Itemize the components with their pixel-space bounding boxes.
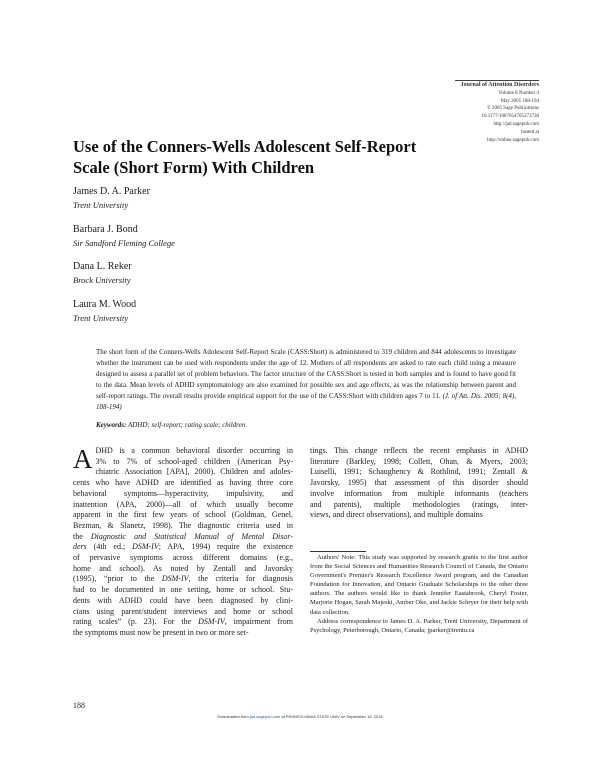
- author-list: [73, 185, 373, 335]
- title-line: Scale (Short Form) With Children: [73, 158, 315, 177]
- download-notice: [0, 714, 600, 719]
- author-block: [73, 298, 373, 324]
- author-name: Laura M. Wood: [73, 298, 137, 310]
- author-name: Barbara J. Bond: [73, 223, 138, 235]
- download-link[interactable]: jad.sagepub.com: [249, 714, 281, 719]
- article-title: [73, 136, 463, 178]
- hosted-at-label: hosted at: [521, 129, 539, 135]
- body-line: and parents), multiple methodologies (ratings, inter-: [310, 499, 528, 509]
- body-line: tings. This change reflects the recent emphasis in ADHD: [310, 446, 528, 455]
- body-line: apparent in the first few years of school (Goldman, Genel,: [73, 510, 293, 520]
- author-block: [73, 260, 373, 286]
- body-left-lines: [73, 446, 293, 639]
- body-line: literature (Barkley, 1998; Collett, Ohan, & Myers, 2003;: [310, 456, 528, 466]
- author-name: James D. A. Parker: [73, 186, 150, 197]
- body-line: had to be documented in one setting, home or school. Stu-: [73, 585, 293, 595]
- footnote-rule: [310, 551, 366, 552]
- abstract: [96, 347, 516, 413]
- page-number: 188: [73, 701, 85, 710]
- keywords: [96, 420, 516, 431]
- body-line: cians using parent/student interviews and home or school: [73, 606, 293, 616]
- author-affiliation: Sir Sandford Fleming College: [73, 237, 175, 248]
- journal-doi: 10.1177/1087054705273730: [481, 114, 539, 120]
- body-line: the symptoms must now be present in two or more set-: [73, 627, 249, 637]
- drop-cap: A: [73, 444, 93, 474]
- body-line: dents with ADHD could have been diagnosed by clini-: [73, 595, 293, 605]
- body-line: Javorsky, 1995) that assessment of this disorder should: [310, 478, 528, 488]
- author-affiliation: Brock University: [73, 275, 131, 285]
- body-column-left: [73, 446, 293, 639]
- journal-copyright: © 2005 Sage Publications: [487, 106, 539, 112]
- correspondence-note: Address correspondence to James D. A. Parker, Trent University, Department of Psychology, Peterborough, Ontario, Canada; jparker@trentu.ca: [310, 617, 528, 634]
- body-column-right: [310, 446, 528, 521]
- author-affiliation: Trent University: [73, 312, 129, 323]
- journal-pages: May 2005 188-194: [500, 98, 539, 104]
- body-line: 3% to 7% of school-aged children (American Psy-: [95, 456, 293, 466]
- hosted-url[interactable]: http://online.sagepub.com: [487, 137, 539, 143]
- download-suffix: at PENNSYLVANIA STATE UNIV on September 16, 2016: [280, 714, 383, 719]
- keywords-values: ADHD; self-report; rating scale; children: [126, 421, 246, 429]
- body-line: involve information from multiple informants (teachers: [310, 488, 528, 498]
- body-line: views, and direct observations), and multiple domains: [310, 510, 483, 520]
- body-line: behavioral symptoms—hyperactivity, impulsivity, and: [73, 488, 293, 498]
- authors-note: Authors' Note: This study was supported by research grants to the first author from the Social Sciences and Humanities Research Council of Canada, the Ontario Government's Premier's Research Excellence Award program, and the Canadian Foundation for Innovation, and Ontario Graduate Scholarships to the other three authors. The authors would like to thank Jennifer Eastabrook, Cheryl Foster, Marjorie Hogan, Sarah Majeski, Amber Oke, and Jackie Schryer for their help with data collection.: [310, 554, 528, 616]
- header-rule: [455, 80, 539, 81]
- journal-volume: Volume 8 Number 4: [498, 90, 539, 96]
- body-line: rating scales” (p. 23). For the DSM-IV, impairment from: [73, 617, 293, 627]
- body-line: DHD is a common behavioral disorder occurring in: [95, 446, 293, 455]
- body-line: ders (4th ed.; DSM-IV; APA, 1994) require the existence: [73, 542, 293, 552]
- body-line: Bezman, & Slanetz, 1998). The diagnostic criteria used in: [73, 520, 293, 530]
- author-name: Dana L. Reker: [73, 261, 132, 272]
- abstract-text: The short form of the Conners-Wells Adolescent Self-Report Scale (CASS:Short) is administered to 319 children and 844 adolescents to investigate whether the instrument can be used with respondents under the age of 12. Mothers of all respondents are asked to rate each child using a measure designed to assess a parallel set of problem behaviors. The factor structure of the CASS:Short is tested in both samples and is found to have good fit to the data. Mean levels of ADHD symptomatology are also examined for possible sex and age effects, as was the relationship between parent and self-report ratings. The overall results provide empirical support for the use of the CASS:Short with children ages 7 to 11.: [96, 348, 516, 400]
- author-affiliation: Trent University: [73, 200, 129, 210]
- abstract-citation: (J. of Att. Dis. 2005; 8(4), 188-194): [96, 392, 516, 411]
- author-block: [73, 185, 373, 211]
- footnotes: [310, 553, 528, 635]
- body-line: of pervasive symptoms across different domains (e.g.,: [73, 553, 293, 563]
- title-line: Use of the Conners-Wells Adolescent Self-Report: [73, 137, 417, 156]
- keywords-label: Keywords:: [96, 421, 127, 429]
- body-line: home and school). As noted by Zentall and Javorsky: [73, 563, 293, 573]
- download-prefix: Downloaded from: [217, 714, 250, 719]
- body-line: Luiselli, 1991; Schaughency & Rothlind, 1991; Zentall &: [310, 467, 528, 477]
- body-line: (1995), “prior to the DSM-IV, the criteria for diagnosis: [73, 574, 293, 584]
- author-block: [73, 223, 373, 249]
- body-line: the Diagnostic and Statistical Manual of Mental Disor-: [73, 531, 294, 541]
- journal-url[interactable]: http://jad.sagepub.com: [493, 121, 539, 127]
- body-line: cents who have ADHD are identified as having three core: [73, 478, 293, 488]
- body-line: inattention (APA, 2000)—all of which usually become: [73, 499, 293, 509]
- journal-name: Journal of Attention Disorders: [460, 82, 539, 88]
- body-line: chiatric Association [APA], 2000). Children and adoles-: [95, 467, 293, 477]
